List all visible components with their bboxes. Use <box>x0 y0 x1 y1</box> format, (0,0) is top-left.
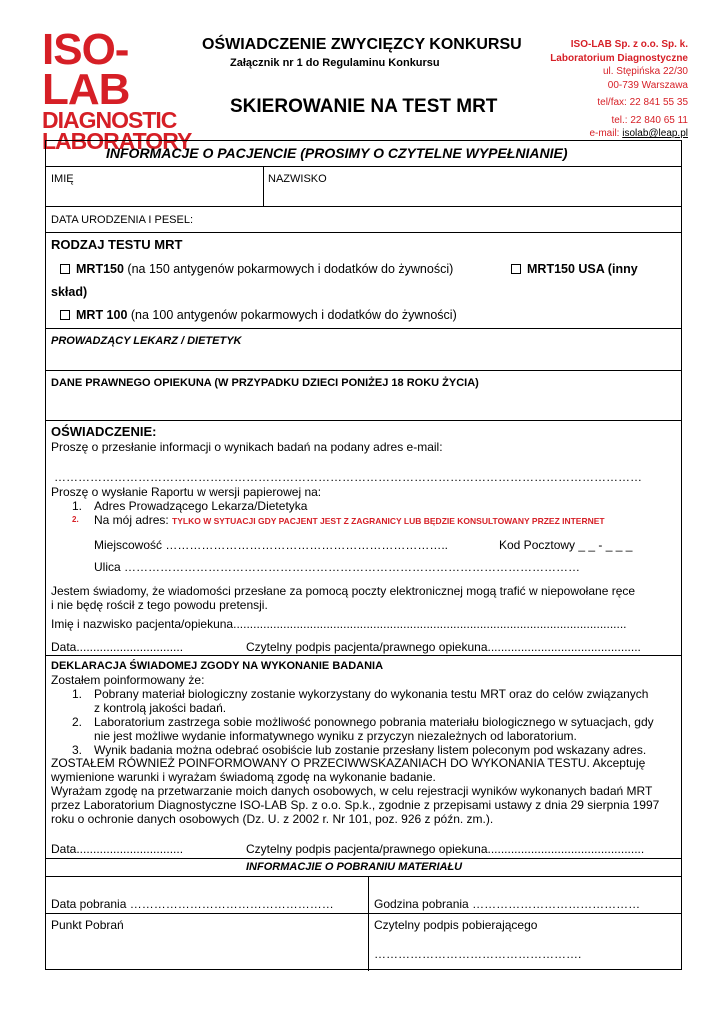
test-type-section <box>46 233 681 329</box>
sampling-section-header <box>46 859 681 877</box>
document-title: OŚWIADCZENIE ZWYCIĘZCY KONKURSU <box>202 36 522 53</box>
consent-point-2b: nie jest możliwe wydanie informatywnego wyniku z przyczyn niezależnych od laboratorium. <box>94 729 577 743</box>
email-awareness-line-2: i nie będę rościł z tego powodu pretensji. <box>51 598 268 612</box>
consent-informed: Zostałem poinformowany że: <box>51 673 205 687</box>
lab-contact-block <box>550 38 688 141</box>
consent-line-2: wymienione warunki i wyrażam świadomą zgodę na wykonanie badanie. <box>51 770 436 784</box>
statement-section <box>46 421 681 656</box>
paper-option-doctor[interactable]: Adres Prowadzącego Lekarza/Dietetyka <box>94 499 308 513</box>
sampling-datetime-row <box>46 877 681 914</box>
consent-point-3-number: 3. <box>72 743 83 757</box>
consent-line-5: roku o ochronie danych osobowych (Dz. U. z 2002 r. Nr 101, poz. 926 z późn. zm.). <box>51 812 494 826</box>
test-type-heading: RODZAJ TESTU MRT <box>51 237 183 252</box>
consent-line-3: Wyrażam zgodę na przetwarzanie moich danych osobowych, w celu rejestracji wyników wykonanych badań MRT <box>51 784 653 798</box>
sampler-signature-field[interactable]: ……………………………………………. <box>374 947 582 961</box>
statement-heading: OŚWIADCZENIE: <box>51 424 157 439</box>
consent-line-4: przez Laboratorium Diagnostyczne ISO-LAB Sp. z o.o. Sp.k., zgodnie z przepisami ustawy z dnia 29 sierpnia 1997 <box>51 798 660 812</box>
consent-point-2a: Laboratorium zastrzega sobie możliwość ponownego pobrania materiału biologicznego w sytuacjach, gdy <box>94 715 654 729</box>
statement-signature-field[interactable]: Czytelny podpis pacjenta/prawnego opiekuna.............................................. <box>246 640 641 654</box>
statement-date-field[interactable]: Data................................ <box>51 640 184 654</box>
email-address-field[interactable]: ………………………………………………………………………………………………………………………………… <box>54 470 642 484</box>
consent-point-2-number: 2. <box>72 715 83 729</box>
paper-option-1-number: 1. <box>72 499 83 513</box>
dob-row <box>46 207 681 233</box>
dob-pesel-field[interactable]: DATA URODZENIA I PESEL: <box>51 214 194 226</box>
name-divider <box>263 167 264 207</box>
sampling-point-field[interactable]: Punkt Pobrań <box>51 918 124 932</box>
email-request-text: Proszę o przesłanie informacji o wynikach badań na podany adres e-mail: <box>51 440 443 454</box>
lab-email-line <box>550 127 688 141</box>
sampling-heading: INFORMACJIE O POBRANIU MATERIAŁU <box>246 861 463 873</box>
postal-code-field[interactable]: Kod Pocztowy _ _ - _ _ _ <box>499 538 633 552</box>
consent-section <box>46 656 681 859</box>
consent-date-field[interactable]: Data................................ <box>51 842 184 856</box>
consent-heading: DEKLARACJA ŚWIADOMEJ ZGODY NA WYKONANIE BADANIA <box>51 660 384 672</box>
checkbox-icon[interactable] <box>511 264 521 274</box>
lab-telfax: tel/fax: 22 841 55 35 <box>597 97 688 108</box>
logo-line-2: DIAGNOSTIC <box>42 107 177 133</box>
referral-form <box>45 140 682 970</box>
doctor-row <box>46 329 681 371</box>
paper-option-own-address[interactable]: Na mój adres: TYLKO W SYTUACJI GDY PACJENT JEST Z ZAGRANICY LUB BĘDZIE KONSULTOWANY PRZEZ INTERNET <box>94 513 605 527</box>
lab-department: Laboratorium Diagnostyczne <box>550 52 688 64</box>
consent-line-1: ZOSTAŁEM RÓWNIEŻ POINFORMOWANY O PRZECIWWSKAZANIACH DO WYKONANIA TESTU. Akceptuję <box>51 756 646 770</box>
abroad-note: TYLKO W SYTUACJI GDY PACJENT JEST Z ZAGRANICY LUB BĘDZIE KONSULTOWANY PRZEZ INTERNET <box>172 516 605 526</box>
lab-tel: tel.: 22 840 65 11 <box>611 114 688 126</box>
lab-email-label: e-mail: <box>589 128 623 139</box>
logo-line-1: ISO-LAB <box>42 25 130 114</box>
street-field[interactable]: Ulica …………………………………………………………………………………………………… <box>94 560 581 574</box>
lab-name: ISO-LAB Sp. z o.o. Sp. k. <box>570 39 688 50</box>
sampling-date-field[interactable]: Data pobrania …………………………………………… <box>51 897 334 911</box>
consent-point-1a: Pobrany materiał biologiczny zostanie wykorzystany do wykonania testu MRT oraz do celów związanych <box>94 687 649 701</box>
checkbox-icon[interactable] <box>60 310 70 320</box>
sampling-divider <box>368 877 369 971</box>
document-subtitle: Załącznik nr 1 do Regulaminu Konkursu <box>230 57 440 69</box>
lab-email-link[interactable]: isolab@leap.pl <box>622 128 688 139</box>
consent-signature-field[interactable]: Czytelny podpis pacjenta/prawnego opiekuna............................................... <box>246 842 645 856</box>
consent-point-3: Wynik badania można odebrać osobiście lub zostanie przesłany listem poleconym pod wskazany adres. <box>94 743 647 757</box>
city-field[interactable]: Miejscowość …………………………………………………………….. <box>94 538 449 552</box>
guardian-field[interactable]: DANE PRAWNEGO OPIEKUNA (W PRZYPADKU DZIECI PONIŻEJ 18 ROKU ŻYCIA) <box>51 377 479 389</box>
sampling-time-field[interactable]: Godzina pobrania …………………………………… <box>374 897 641 911</box>
patient-section-header <box>46 141 681 167</box>
consent-point-1-number: 1. <box>72 687 83 701</box>
email-awareness-line-1: Jestem świadomy, że wiadomości przesłane za pomocą poczty elektronicznej mogą trafić w niepowołane ręce <box>51 584 636 598</box>
patient-name-field[interactable]: Imię i nazwisko pacjenta/opiekuna...................................................................................................................... <box>51 617 627 631</box>
option-mrt150-usa-continued: skład) <box>51 285 88 299</box>
logo-line-3: LABORATORY <box>42 128 192 154</box>
sampler-signature-label: Czytelny podpis pobierającego <box>374 918 538 932</box>
lab-street: ul. Stępińska 22/30 <box>602 66 688 77</box>
last-name-field[interactable]: NAZWISKO <box>268 173 327 185</box>
option-mrt150-usa[interactable]: MRT150 USA (inny <box>511 262 638 276</box>
option-mrt100[interactable]: MRT 100 (na 100 antygenów pokarmowych i dodatków do żywności) <box>60 308 457 322</box>
form-title: SKIEROWANIE NA TEST MRT <box>230 96 498 117</box>
lab-city: 00-739 Warszawa <box>607 79 688 91</box>
first-name-field[interactable]: IMIĘ <box>51 173 74 185</box>
option-mrt150[interactable]: MRT150 (na 150 antygenów pokarmowych i dodatków do żywności) <box>60 262 453 276</box>
consent-point-1b: z kontrolą jakości badań. <box>94 701 227 715</box>
iso-lab-logo <box>42 25 192 154</box>
guardian-row <box>46 371 681 421</box>
paper-option-2-number: 2. <box>72 515 79 524</box>
checkbox-icon[interactable] <box>60 264 70 274</box>
paper-request-text: Proszę o wysłanie Raportu w wersji papierowej na: <box>51 485 322 499</box>
doctor-field[interactable]: PROWADZĄCY LEKARZ / DIETETYK <box>51 335 242 347</box>
patient-heading: INFORMACJE O PACJENCIE (PROSIMY O CZYTELNE WYPEŁNIANIE) <box>106 145 568 161</box>
name-row <box>46 167 681 207</box>
